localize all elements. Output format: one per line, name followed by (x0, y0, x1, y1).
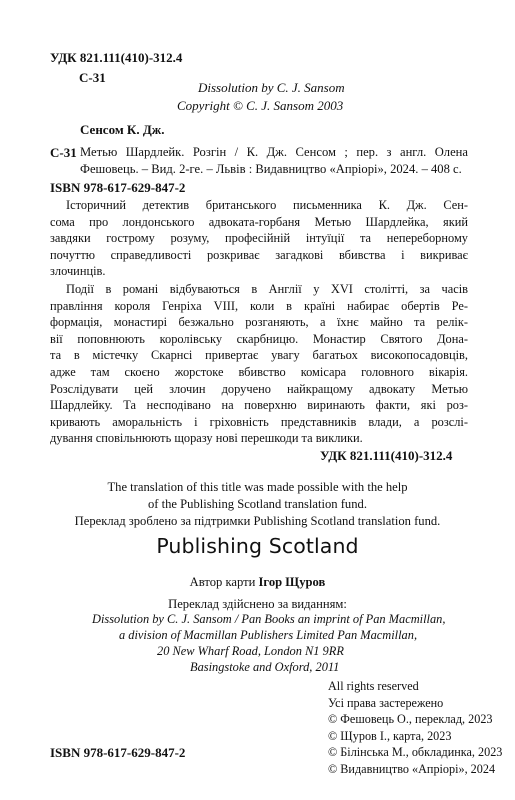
map-author-name: Ігор Щуров (258, 575, 326, 589)
annotation-line: Шардлейку. Та несподівано на поверхню виринають факти, які роз- (50, 398, 468, 413)
translation-note-en-1: The translation of this title was made possible with the help (107, 480, 408, 494)
isbn-top: ISBN 978-617-629-847-2 (50, 180, 186, 195)
map-author-label: Автор карти (189, 575, 256, 589)
isbn-bottom: ISBN 978-617-629-847-2 (50, 745, 186, 760)
edition-line: Dissolution by C. J. Sansom / Pan Books an imprint of Pan Macmillan, (92, 612, 446, 626)
rights-line: Усі права застережено (328, 695, 444, 710)
map-author (0, 575, 515, 590)
author-heading: Сенсом К. Дж. (80, 122, 165, 137)
annotation-line: завдяки гострому розуму, професійній інтуїції та непереборному (50, 231, 468, 246)
annotation-paragraph-2 (50, 281, 468, 447)
bib-line-2: Фешовець. – Вид. 2-ге. – Львів : Видавництво «Апріорі», 2024. – 408 с. (80, 162, 462, 176)
original-copyright: Copyright © C. J. Sansom 2003 (177, 98, 344, 113)
udk-top: УДК 821.111(410)-312.4 (50, 50, 183, 65)
annotation-line: формація, монастирі безжально розганяють, а їхнє майно та релік- (50, 315, 468, 330)
annotation-line: кривають аморальність і гріховність представників влади, а розслі- (50, 414, 468, 429)
annotation-line: та в містечку Скарнсі привертає увагу багатьох високопосадовців, (50, 348, 468, 363)
rights-block (328, 678, 502, 778)
edition-line: 20 New Wharf Road, London N1 9RR (157, 644, 344, 658)
edition-line: Basingstoke and Oxford, 2011 (190, 660, 340, 674)
annotation-line: адже там скоєно жорстоке вбивство комісара головного вікарія. (50, 364, 468, 379)
edition-label: Переклад здійснено за виданням: (168, 597, 347, 611)
bib-line-1: Метью Шардлейк. Розгін / К. Дж. Сенсом ; пер. з англ. Олена (80, 145, 468, 159)
annotation-line: Події в романі відбуваються в Англії у XVI столітті, за часів (66, 282, 468, 296)
rights-line: © Щуров І., карта, 2023 (328, 728, 452, 743)
author-mark-top: С-31 (79, 70, 106, 85)
annotation-line: злочинців. (50, 264, 106, 279)
annotation-line: сома про лондонського адвоката-горбаня Метью Шардлейка, який (50, 214, 468, 229)
original-title: Dissolution by C. J. Sansom (198, 80, 345, 95)
publishing-scotland-logo: Publishing Scotland (156, 534, 359, 558)
annotation-line: дування сповільнюють щоразу нові перешкоди та виклики. (50, 431, 363, 446)
annotation-line: правління короля Генріха VIII, коли в країні набирає обертів Ре- (50, 298, 468, 313)
annotation-line: Розслідувати цей злочин доручено найкращому адвокату Метью (50, 381, 468, 396)
annotation-line: вії поповнюють королівську скарбницю. Монастир Святого Дона- (50, 331, 468, 346)
edition-line: a division of Macmillan Publishers Limited Pan Macmillan, (119, 628, 418, 642)
translation-note-ua: Переклад зроблено за підтримки Publishing Scotland translation fund. (74, 514, 441, 528)
annotation-line: Історичний детектив британського письменника К. Дж. Сен- (66, 198, 468, 212)
translation-note-en-2: of the Publishing Scotland translation fund. (148, 497, 367, 511)
annotation-paragraph-1 (50, 197, 468, 280)
annotation-line: почуттю справедливості розкриває загадкові вбивства і викриває (50, 247, 468, 262)
bib-mark: С-31 (50, 145, 77, 160)
rights-line: © Видавництво «Апріорі», 2024 (328, 761, 496, 776)
rights-line: All rights reserved (328, 679, 419, 693)
rights-line: © Фешовець О., переклад, 2023 (328, 712, 493, 727)
udk-bottom: УДК 821.111(410)-312.4 (320, 448, 453, 463)
rights-line: © Білінська М., обкладинка, 2023 (328, 745, 503, 760)
